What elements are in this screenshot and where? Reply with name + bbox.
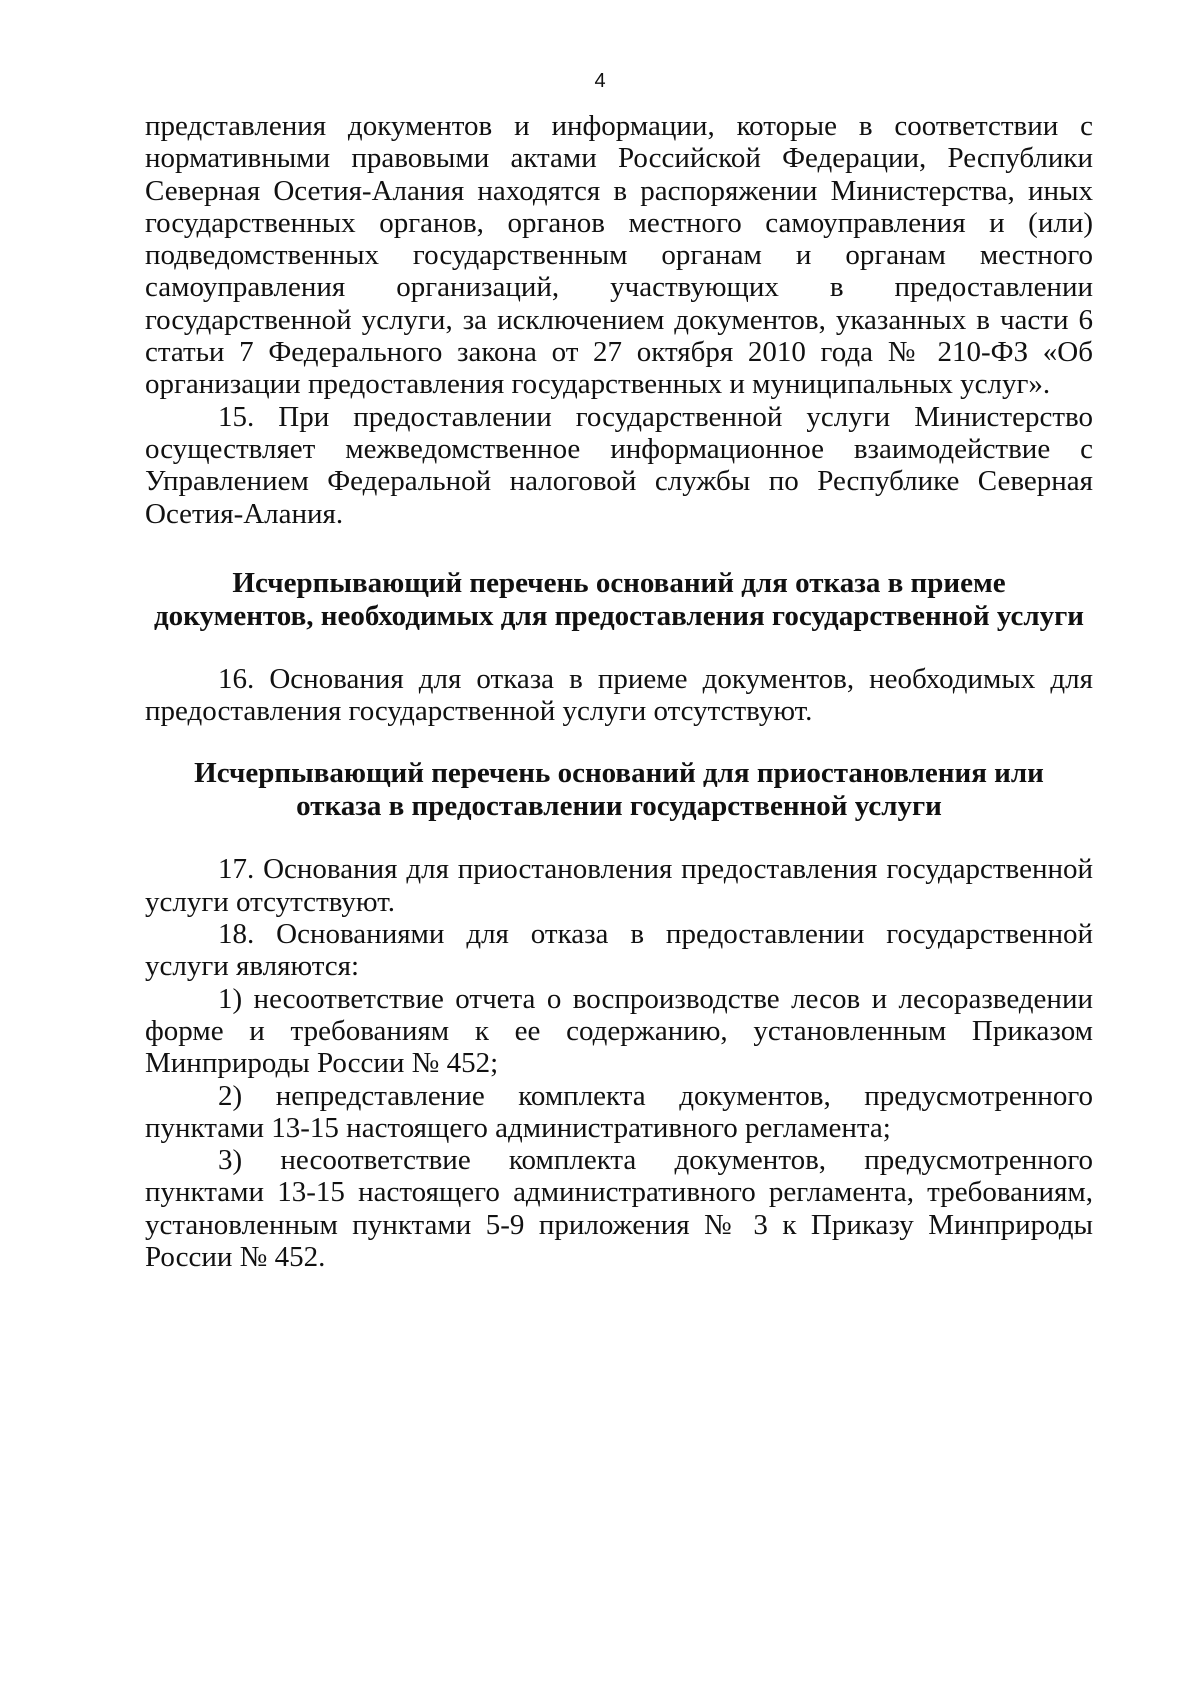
paragraph-18: 18. Основаниями для отказа в предоставлении государственной услуги являются: [145,918,1093,983]
list-item-2: 2) непредставление комплекта документов, предусмотренного пунктами 13-15 настоящего административного регламента; [145,1079,1093,1144]
paragraph-16: 16. Основания для отказа в приеме документов, необходимых для предоставления государственной услуги отсутствуют. [145,662,1093,728]
heading-line: отказа в предоставлении государственной услуги [296,790,942,823]
heading-line: Исчерпывающий перечень оснований для приостановления или [194,757,1044,790]
paragraph-17: 17. Основания для приостановления предоставления государственной услуги отсутствуют. [145,853,1093,918]
page-number: 4 [594,70,606,92]
paragraph-continued: представления документов и информации, которые в соответствии с нормативными правовыми актами Российской Федерации, Республики Северная Осетия-Алания находятся в распоряжении Министерства, иных государственных органов, органов местного самоуправления и (или) подведомственных государственным органам и органам местного самоуправления организаций, участвующих в предоставлении государственной услуги, за исключением документов, указанных в части 6 статьи 7 Федерального закона от 27 октября 2010 года № 210-ФЗ «Об организации предоставления государственных и муниципальных услуг». [145,110,1093,401]
heading-line: документов, необходимых для предоставления государственной услуги [154,599,1084,632]
section-heading-suspension-refusal [145,757,1093,823]
document-body [145,110,1093,1273]
section-heading-refusal-acceptance [145,567,1093,633]
list-item-3: 3) несоответствие комплекта документов, предусмотренного пунктами 13-15 настоящего административного регламента, требованиям, установленным пунктами 5-9 приложения № 3 к Приказу Минприроды России № 452. [145,1144,1093,1274]
list-item-1: 1) несоответствие отчета о воспроизводстве лесов и лесоразведении форме и требованиям к ее содержанию, установленным Приказом Минприроды России № 452; [145,982,1093,1080]
heading-line: Исчерпывающий перечень оснований для отказа в приеме [232,566,1006,599]
paragraph-15: 15. При предоставлении государственной услуги Министерство осуществляет межведомственное информационное взаимодействие с Управлением Федеральной налоговой службы по Республике Северная Осетия-Алания. [145,400,1093,530]
